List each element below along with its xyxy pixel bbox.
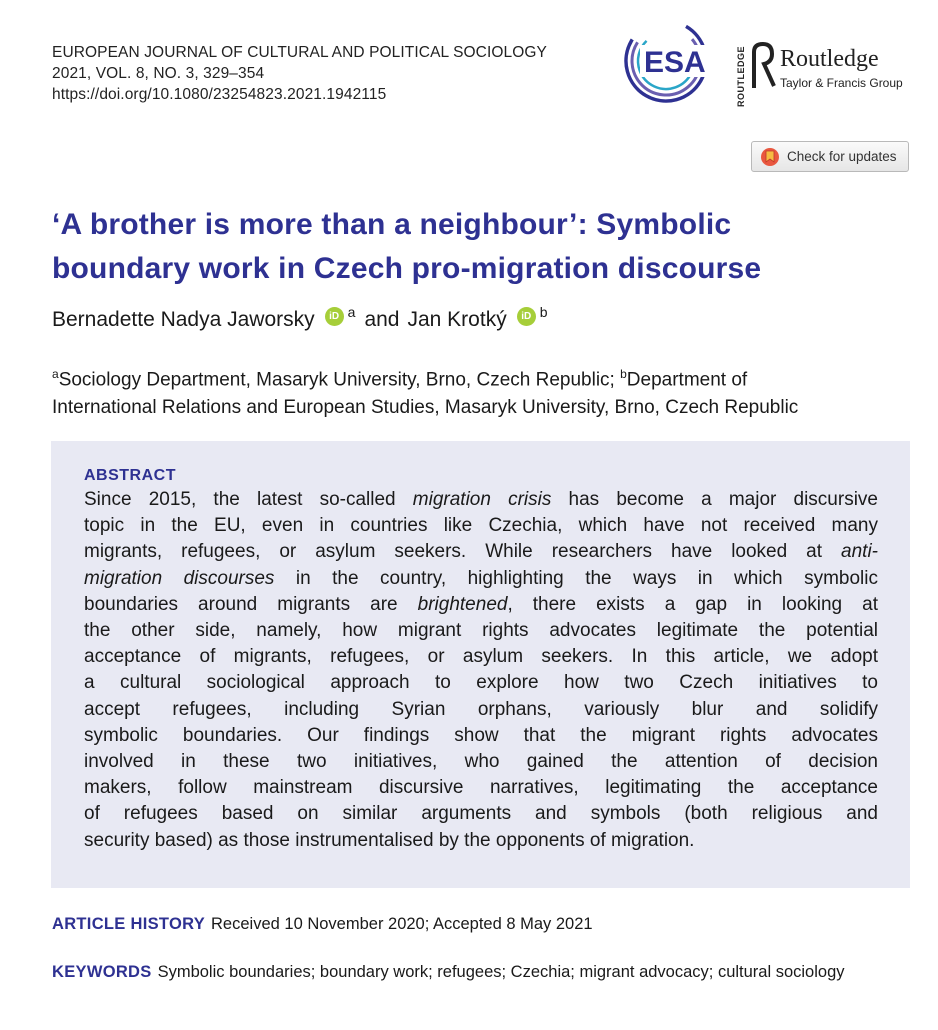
abstract-line: a cultural sociological approach to explore how two Czech initiatives to bbox=[84, 672, 878, 694]
routledge-side-text: ROUTLEDGE bbox=[736, 46, 746, 108]
keywords-label: KEYWORDS bbox=[52, 963, 152, 981]
article-history-label: ARTICLE HISTORY bbox=[52, 915, 206, 933]
title-line: ‘A brother is more than a neighbour’: Symbolic bbox=[52, 208, 732, 241]
keywords bbox=[52, 961, 882, 984]
abstract-emphasis: migration discourses bbox=[84, 567, 275, 589]
bookmark-update-icon bbox=[760, 147, 780, 167]
check-for-updates-button[interactable] bbox=[751, 141, 909, 172]
affiliation-marker: a bbox=[347, 304, 356, 320]
orcid-icon[interactable]: iD bbox=[325, 307, 344, 326]
author-name[interactable]: Bernadette Nadya Jaworsky bbox=[52, 308, 315, 331]
affiliation-text: Department of bbox=[626, 369, 748, 391]
author-list bbox=[52, 304, 557, 332]
journal-volume: 2021, VOL. 8, NO. 3, 329–354 bbox=[52, 65, 265, 82]
routledge-name: Routledge bbox=[780, 46, 879, 72]
abstract-heading: ABSTRACT bbox=[84, 467, 176, 484]
abstract-line: symbolic boundaries. Our findings show that the migrant rights advocates bbox=[84, 724, 878, 746]
journal-name: EUROPEAN JOURNAL OF CULTURAL AND POLITICAL SOCIOLOGY bbox=[52, 44, 547, 61]
abstract-line: in the country, highlighting the ways in which symbolic bbox=[274, 567, 878, 589]
routledge-logo bbox=[736, 40, 926, 108]
abstract-line: has become a major discursive bbox=[551, 489, 878, 510]
esa-logo-text: ESA bbox=[644, 46, 706, 79]
article-history-text: Received 10 November 2020; Accepted 8 May 2021 bbox=[211, 915, 593, 933]
orcid-icon[interactable]: iD bbox=[517, 307, 536, 326]
affiliation-text: International Relations and European Studies, Masaryk University, Brno, Czech Republic bbox=[52, 397, 799, 419]
journal-doi[interactable]: https://doi.org/10.1080/23254823.2021.1942115 bbox=[52, 86, 387, 103]
abstract-line: the other side, namely, how migrant rights advocates legitimate the potential bbox=[84, 620, 878, 642]
affiliation-marker: b bbox=[539, 304, 548, 320]
affiliation-marker: a bbox=[52, 367, 59, 381]
abstract-line: topic in the EU, even in countries like Czechia, which have not received many bbox=[84, 515, 878, 537]
abstract-box bbox=[51, 441, 910, 888]
article-history bbox=[52, 915, 593, 934]
abstract-line: migrants, refugees, or asylum seekers. While researchers have looked at bbox=[84, 541, 842, 563]
affiliations bbox=[52, 360, 798, 422]
abstract-line: security based) as those instrumentalised by the opponents of migration. bbox=[84, 829, 695, 851]
esa-logo bbox=[620, 18, 716, 104]
abstract-line: of refugees based on similar arguments and symbols (both religious and bbox=[84, 803, 878, 825]
abstract-line: involved in these two initiatives, who gained the attention of decision bbox=[84, 751, 878, 773]
journal-header bbox=[52, 42, 547, 105]
abstract-emphasis: brightened bbox=[417, 593, 508, 615]
title-line: boundary work in Czech pro-migration discourse bbox=[52, 252, 762, 285]
check-for-updates-label: Check for updates bbox=[787, 149, 897, 164]
abstract-line: acceptance of migrants, refugees, or asylum seekers. In this article, we adopt bbox=[84, 646, 878, 668]
author-name[interactable]: Jan Krotký bbox=[407, 308, 507, 331]
abstract-line: boundaries around migrants are bbox=[84, 593, 418, 615]
routledge-subtitle: Taylor & Francis Group bbox=[780, 76, 903, 90]
abstract-emphasis: migration crisis bbox=[412, 489, 552, 510]
abstract-emphasis: anti- bbox=[841, 541, 878, 563]
abstract-line: makers, follow mainstream discursive narratives, legitimating the acceptance bbox=[84, 777, 878, 799]
routledge-mark-icon bbox=[750, 42, 776, 90]
affiliation-marker: b bbox=[620, 367, 627, 381]
abstract-line: accept refugees, including Syrian orphans, variously blur and solidify bbox=[84, 698, 878, 720]
author-conjunction: and bbox=[364, 308, 400, 331]
affiliation-text: Sociology Department, Masaryk University, Brno, Czech Republic; bbox=[58, 369, 621, 391]
keywords-text: Symbolic boundaries; boundary work; refugees; Czechia; migrant advocacy; cultural sociology bbox=[157, 963, 845, 981]
abstract-line: Since 2015, the latest so-called bbox=[84, 489, 413, 510]
article-title bbox=[52, 203, 761, 291]
abstract-text bbox=[84, 487, 878, 854]
abstract-line: , there exists a gap in looking at bbox=[507, 593, 878, 615]
